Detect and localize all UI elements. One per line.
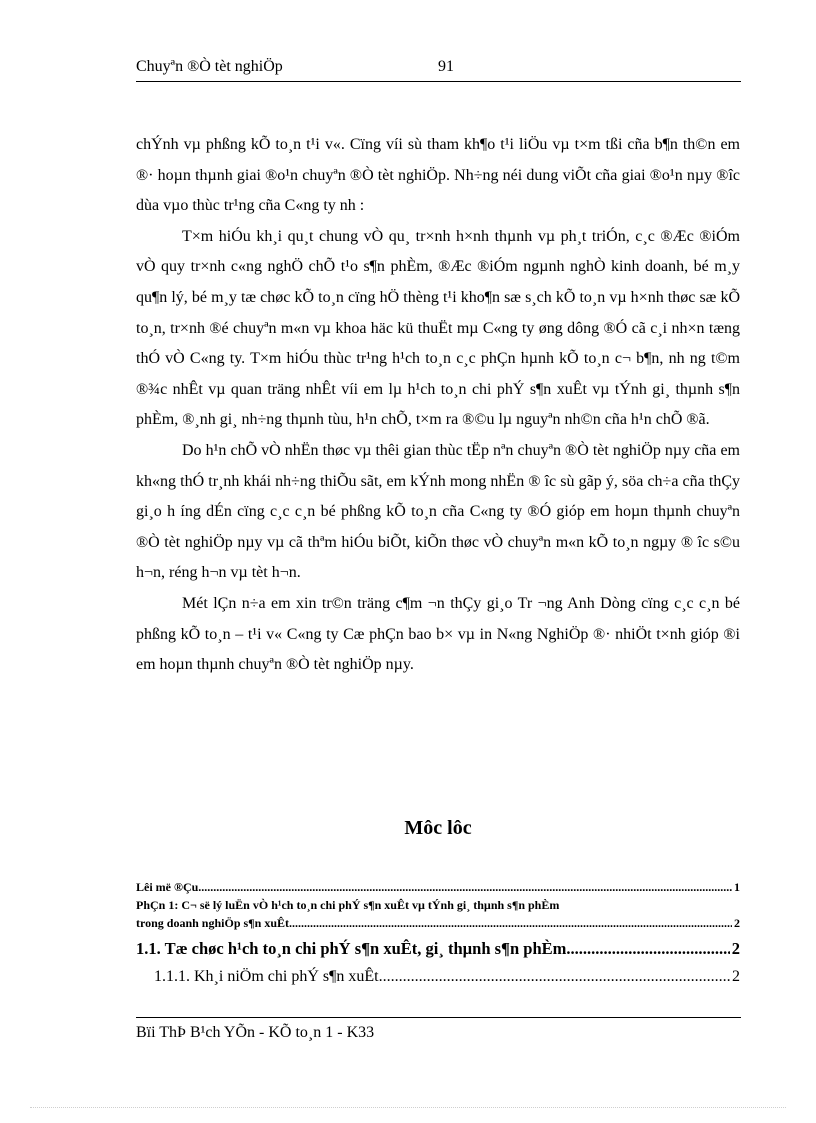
- page-header: [136, 58, 740, 80]
- page-footer: Bïi ThÞ B¹ch YÕn - KÕ to¸n 1 - K33: [136, 1024, 375, 1041]
- toc-entry-text: trong doanh nghiÖp s¶n xuÊt: [136, 916, 289, 930]
- paragraph-thanks: Mét lÇn n÷a em xin tr©n träng c¶m ¬n thÇy gi¸o Tr ¬ng Anh Dòng cïng c¸c c¸n bé phßng kÕ to¸n – t¹i v« C«ng ty Cæ phÇn bao b× vµ in N«ng NghiÖp ®· nhiÖt t×nh gióp ®i em hoµn thµnh chuyªn ®Ò tèt nghiÖp nµy.: [136, 594, 740, 674]
- toc-entry[interactable]: [136, 914, 740, 932]
- header-rule: [136, 81, 741, 82]
- header-title: Chuyªn ®Ò tèt nghiÖp: [136, 58, 283, 75]
- toc-entry-page: 2: [734, 916, 740, 930]
- toc-entry-text: Lêi më ®Çu: [136, 880, 199, 894]
- toc-leader: [289, 914, 732, 932]
- toc-title: Môc lôc: [404, 817, 472, 839]
- toc-entry-text: PhÇn 1: C¬ së lý luËn vÒ h¹ch to¸n chi phÝ s¶n xuÊt vµ tÝnh gi¸ thµnh s¶n phÈm: [136, 898, 560, 912]
- toc-leader: [566, 935, 729, 963]
- toc-entry[interactable]: [136, 963, 740, 991]
- toc-entry-text: 1.1.1. Kh¸i niÖm chi phÝ s¶n xuÊt: [154, 968, 379, 985]
- toc-entry-page: 2: [732, 968, 740, 985]
- toc-leader: [198, 878, 732, 896]
- toc-entry[interactable]: [136, 935, 740, 963]
- paragraph-intro: chÝnh vµ phßng kÕ to¸n t¹i v«. Cïng víi sù tham kh¶o t¹i liÖu vµ t×m tßi cña b¶n th©n em ®· hoµn thµnh giai ®o¹n chuyªn ®Ò tèt nghiÖp. Nh÷ng néi dung viÕt cña giai ®o¹n nµy ®îc dùa vµo thùc tr¹ng cña C«ng ty nh :: [136, 136, 740, 215]
- toc-entry-text: 1.1. Tæ chøc h¹ch to¸n chi phÝ s¶n xuÊt, gi¸ thµnh s¶n phÈm: [136, 939, 567, 958]
- toc-entry-page: 1: [734, 880, 740, 894]
- toc-entry[interactable]: [136, 896, 740, 914]
- body-text: [136, 130, 740, 681]
- page-number: 91: [438, 58, 454, 75]
- toc-entry-page: 2: [731, 939, 740, 958]
- paragraph-limitations: Do h¹n chÕ vÒ nhËn thøc vµ thêi gian thùc tËp nªn chuyªn ®Ò tèt nghiÖp nµy cña em kh«ng thÓ tr¸nh khái nh÷ng thiÕu sãt, em kÝnh mong nhËn ® îc sù gãp ý, söa ch÷a cña thÇy gi¸o h íng dÉn cïng c¸c c¸n bé phßng kÕ to¸n cña C«ng ty ®Ó gióp em hoµn thµnh chuyªn ®Ò tèt nghiÖp nµy vµ cã thªm hiÓu biÕt, kiÕn thøc vÒ chuyªn m«n kÕ to¸n ngµy ® îc s©u h¬n, réng h¬n vµ tèt h¬n.: [136, 441, 740, 582]
- toc-leader: [379, 963, 730, 991]
- footer-rule: [136, 1017, 741, 1018]
- page-edge-divider: [30, 1107, 786, 1108]
- toc-entry[interactable]: [136, 878, 740, 896]
- paragraph-research: T×m hiÓu kh¸i qu¸t chung vÒ qu¸ tr×nh h×nh thµnh vµ ph¸t triÓn, c¸c ®Æc ®iÓm vÒ quy tr×nh c«ng nghÖ chÕ t¹o s¶n phÈm, ®Æc ®iÓm ngµnh nghÒ kinh doanh, bé m¸y qu¶n lý, bé m¸y tæ chøc kÕ to¸n cïng hÖ thèng t¹i kho¶n sæ s¸ch kÕ to¸n vµ h×nh thøc sæ kÕ to¸n, tr×nh ®é chuyªn m«n vµ khoa häc kü thuËt mµ C«ng ty øng dông ®Ó cã c¸i nh×n tæng thÓ vÒ C«ng ty. T×m hiÓu thùc tr¹ng h¹ch to¸n c¸c phÇn hµnh kÕ to¸n c¬ b¶n, nh ng t©m ®¾c nhÊt vµ quan träng nhÊt víi em lµ h¹ch to¸n chi phÝ s¶n xuÊt vµ tÝnh gi¸ thµnh s¶n phÈm, ®¸nh gi¸ nh÷ng thµnh tùu, h¹n chÕ, t×m ra ®©u lµ nguyªn nh©n cña h¹n chÕ ®ã.: [136, 227, 740, 429]
- table-of-contents: [136, 878, 740, 991]
